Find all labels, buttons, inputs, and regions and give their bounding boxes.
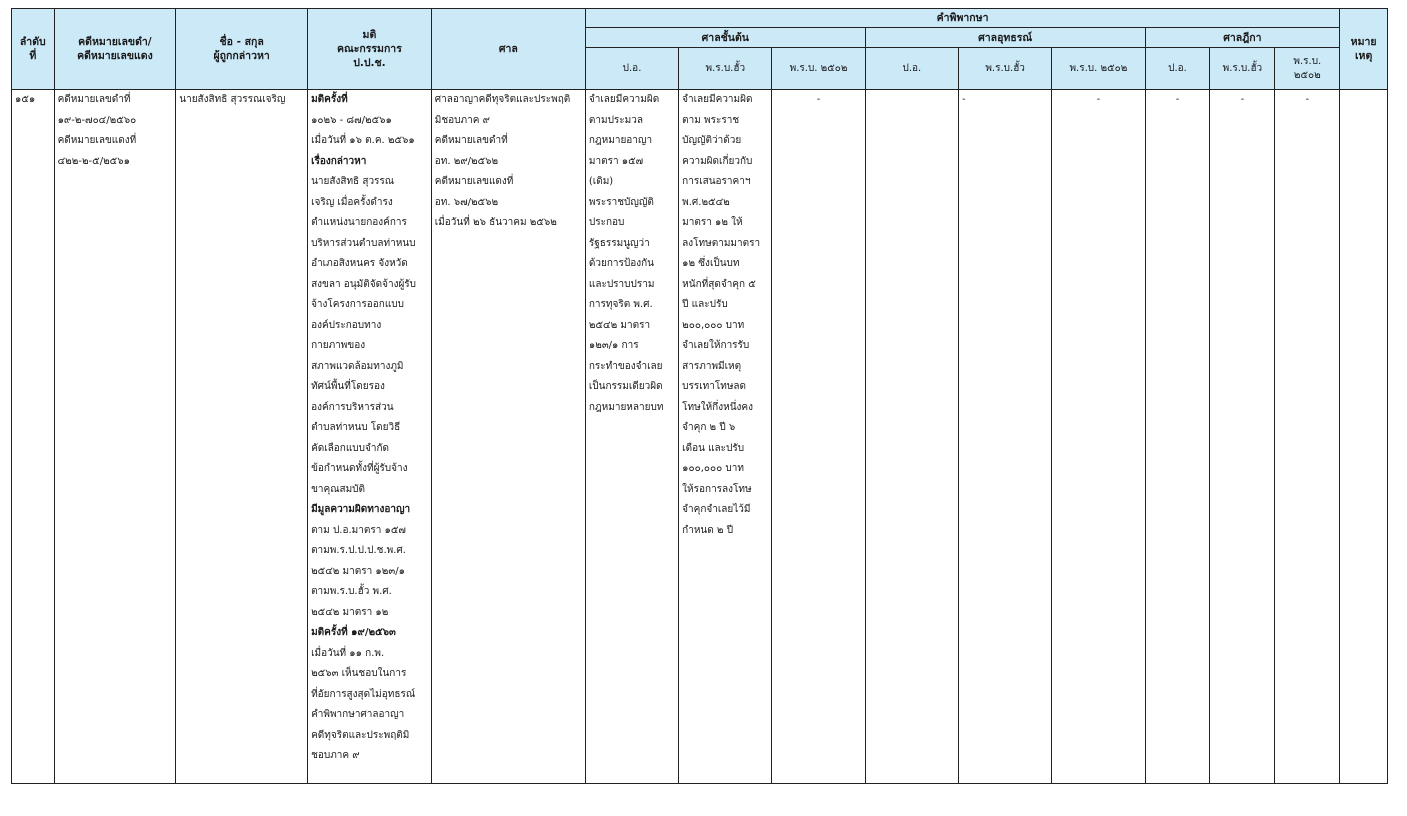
first-po-line: เป็นกรรมเดียวผิด <box>588 381 663 392</box>
first-bid-line: จำเลยให้การรับ <box>682 340 750 351</box>
cell-first-po <box>585 90 678 784</box>
first-po-line: ประกอบ <box>588 217 625 228</box>
first-po-line: ๒๕๔๒ มาตรา <box>588 319 651 331</box>
resolution-line: ชอบภาค ๙ <box>311 750 360 761</box>
resolution-line: คดีทุจริตและประพฤติมิ <box>311 729 410 741</box>
resolution-line: สภาพแวดล้อมทางภูมิ <box>311 360 404 372</box>
cell-case-number <box>54 90 176 784</box>
header-first-instance-court: ศาลชั้นต้น <box>585 28 865 48</box>
first-bid-line: จำคุกจำเลยไว้มี <box>682 504 751 515</box>
first-bid-line: สารภาพมีเหตุ <box>682 360 742 372</box>
court-line: เมื่อวันที่ ๒๖ ธันวาคม ๒๕๖๒ <box>434 217 557 228</box>
header-appeal-court: ศาลอุทธรณ์ <box>865 28 1145 48</box>
resolution-line: เจริญ เมื่อครั้งดำรง <box>311 196 393 208</box>
first-po-line: พระราชบัญญัติ <box>588 196 654 208</box>
resolution-line: เมื่อวันที่ ๑๑ ก.พ. <box>311 647 385 659</box>
first-po-line: รัฐธรรมนูญว่า <box>588 237 650 249</box>
resolution-line: ตามพ.ร.ป.ป.ป.ช.พ.ศ. <box>311 545 406 556</box>
header-supreme-po: ป.อ. <box>1145 48 1210 90</box>
case-number-line: ๑๙-๒-๗๐๔/๒๕๖๐ <box>57 114 137 126</box>
header-supreme-2502: พ.ร.บ. ๒๕๐๒ <box>1275 48 1340 90</box>
resolution-line: จ้างโครงการออกแบบ <box>311 299 404 310</box>
cell-appeal-2502: - <box>1052 90 1145 784</box>
resolution-line: ตามพ.ร.บ.ฮั้ว พ.ศ. <box>311 586 392 597</box>
first-po-line: จำเลยมีความผิด <box>588 94 660 105</box>
resolution-line: นายสังสิทธิ สุวรรณ <box>311 176 395 187</box>
header-judgment: คำพิพากษา <box>585 9 1339 28</box>
court-line: คดีหมายเลขดำที่ <box>434 135 508 146</box>
cell-first-2502: - <box>772 90 865 784</box>
header-appeal-po: ป.อ. <box>865 48 958 90</box>
first-po-line: กระทำของจำเลย <box>588 360 663 372</box>
resolution-line: มติครั้งที่ ๑๙/๒๕๖๓ <box>311 627 396 638</box>
case-number-line: ๔๒๒-๒-๕/๒๕๖๑ <box>57 155 130 167</box>
first-bid-line: จำเลยมีความผิด <box>682 94 753 105</box>
table-row <box>12 90 1388 784</box>
header-first-bid-act: พ.ร.บ.ฮั้ว <box>679 48 772 90</box>
first-bid-line: พ.ศ.๒๕๔๒ <box>682 196 730 208</box>
court-line: ศาลอาญาคดีทุจริตและประพฤติ <box>434 94 571 105</box>
case-table <box>11 8 1388 784</box>
cell-appeal-po <box>865 90 958 784</box>
first-po-line: ตามประมวล <box>588 114 644 126</box>
first-bid-line: ปี และปรับ <box>682 299 728 310</box>
first-bid-line: จำคุก ๒ ปี ๖ <box>682 422 736 433</box>
header-accused-name: ชื่อ - สกุล ผู้ถูกกล่าวหา <box>176 9 308 90</box>
court-line: อท. ๖๗/๒๕๖๒ <box>434 196 499 208</box>
resolution-line: องค์ประกอบทาง <box>311 319 382 331</box>
first-bid-line: เดือน และปรับ <box>682 442 745 454</box>
cell-supreme-po: - <box>1145 90 1210 784</box>
resolution-line: ตำแหน่งนายกองค์การ <box>311 217 407 228</box>
first-po-line: ๑๒๓/๑ การ <box>588 340 639 351</box>
cell-court <box>431 90 585 784</box>
header-supreme-court: ศาลฎีกา <box>1145 28 1340 48</box>
court-line: คดีหมายเลขแดงที่ <box>434 176 514 187</box>
header-appeal-bid-act: พ.ร.บ.ฮั้ว <box>959 48 1052 90</box>
cell-remark <box>1340 90 1388 784</box>
resolution-line: ขาคุณสมบัติ <box>311 483 366 495</box>
header-supreme-bid-act: พ.ร.บ.ฮั้ว <box>1210 48 1275 90</box>
header-court: ศาล <box>431 9 585 90</box>
cell-order: ๑๕๑ <box>12 90 55 784</box>
header-nacc-resolution: มติ คณะกรรมการ ป.ป.ช. <box>308 9 432 90</box>
resolution-line: ข้อกำหนดทั้งที่ผู้รับจ้าง <box>311 463 408 474</box>
header-remark: หมาย เหตุ <box>1340 9 1388 90</box>
header-order: ลำดับ ที่ <box>12 9 55 90</box>
first-bid-line: บัญญัติว่าด้วย <box>682 135 742 146</box>
resolution-line: เมื่อวันที่ ๑๖ ต.ค. ๒๕๖๑ <box>311 135 415 146</box>
first-bid-line: ให้รอการลงโทษ <box>682 483 752 495</box>
resolution-line: กายภาพของ <box>311 340 366 351</box>
resolution-line: ๑๐๒๖ - ๘๗/๒๕๖๑ <box>311 114 392 126</box>
resolution-line: สงขลา อนุมัติจัดจ้างผู้รับ <box>311 278 417 290</box>
resolution-line: มีมูลความผิดทางอาญา <box>311 504 411 515</box>
resolution-line: คำพิพากษาศาลอาญา <box>311 709 405 720</box>
first-bid-line: ๒๐๐,๐๐๐ บาท <box>682 319 745 331</box>
resolution-line: ๒๕๔๒ มาตรา ๑๒๓/๑ <box>311 565 405 577</box>
cell-appeal-bid-act: - <box>959 90 1052 784</box>
resolution-line: อำเภอสิงหนคร จังหวัด <box>311 258 408 269</box>
first-bid-line: ๑๒ ซึ่งเป็นบท <box>682 258 740 269</box>
case-number-line: คดีหมายเลขแดงที่ <box>57 135 137 146</box>
header-appeal-2502: พ.ร.บ. ๒๕๐๒ <box>1052 48 1145 90</box>
first-bid-line: ลงโทษตามมาตรา <box>682 237 761 249</box>
resolution-line: คัดเลือกแบบจำกัด <box>311 442 390 454</box>
header-first-2502: พ.ร.บ. ๒๕๐๒ <box>772 48 865 90</box>
first-bid-line: บรรเทาโทษลด <box>682 381 747 392</box>
first-bid-line: กำหนด ๒ ปี <box>682 524 734 536</box>
first-bid-line: มาตรา ๑๒ ให้ <box>682 217 743 228</box>
resolution-line: ที่อัยการสูงสุดไม่อุทธรณ์ <box>311 688 416 700</box>
header-first-po: ป.อ. <box>585 48 678 90</box>
first-bid-line: การเสนอราคาฯ <box>682 176 751 187</box>
first-po-line: กฎหมายอาญา <box>588 135 653 146</box>
cell-supreme-bid-act: - <box>1210 90 1275 784</box>
first-bid-line: ตาม พระราช <box>682 114 740 126</box>
cell-first-bid-act <box>679 90 772 784</box>
case-number-line: คดีหมายเลขดำที่ <box>57 94 131 105</box>
cell-resolution <box>308 90 432 784</box>
resolution-line: บริหารส่วนตำบลท่าหนบ <box>311 237 416 249</box>
first-po-line: มาตรา ๑๕๗ <box>588 155 644 167</box>
first-po-line: กฎหมายหลายบท <box>588 401 664 413</box>
court-line: มิชอบภาค ๙ <box>434 114 490 126</box>
first-po-line: ด้วยการป้องกัน <box>588 258 655 269</box>
first-bid-line: ความผิดเกี่ยวกับ <box>682 155 753 167</box>
resolution-line: ตาม ป.อ.มาตรา ๑๕๗ <box>311 524 406 536</box>
first-po-line: การทุจริต พ.ศ. <box>588 299 653 310</box>
court-line: อท. ๒๙/๒๕๖๒ <box>434 155 499 167</box>
cell-accused-name: นายสังสิทธิ สุวรรณเจริญ <box>176 90 308 784</box>
resolution-line: ๒๕๔๒ มาตรา ๑๒ <box>311 606 389 618</box>
cell-supreme-2502: - <box>1275 90 1340 784</box>
first-bid-line: หนักที่สุดจำคุก ๕ <box>682 278 756 290</box>
first-bid-line: โทษให้กึ่งหนึ่งคง <box>682 401 754 413</box>
resolution-line: ตำบลท่าหนบ โดยวิธี <box>311 422 401 433</box>
first-po-line: และปราบปราม <box>588 278 655 290</box>
resolution-line: องค์การบริหารส่วน <box>311 401 394 413</box>
resolution-line: มติครั้งที่ <box>311 94 348 105</box>
first-bid-line: ๑๐๐,๐๐๐ บาท <box>682 463 744 474</box>
header-case-number: คดีหมายเลขดำ/ คดีหมายเลขแดง <box>54 9 176 90</box>
resolution-line: ๒๕๖๓ เห็นชอบในการ <box>311 668 407 679</box>
resolution-line: เรื่องกล่าวหา <box>311 155 367 167</box>
resolution-line: ทัศน์พื้นที่โดยรอง <box>311 381 385 392</box>
first-po-line: (เดิม) <box>588 176 614 187</box>
